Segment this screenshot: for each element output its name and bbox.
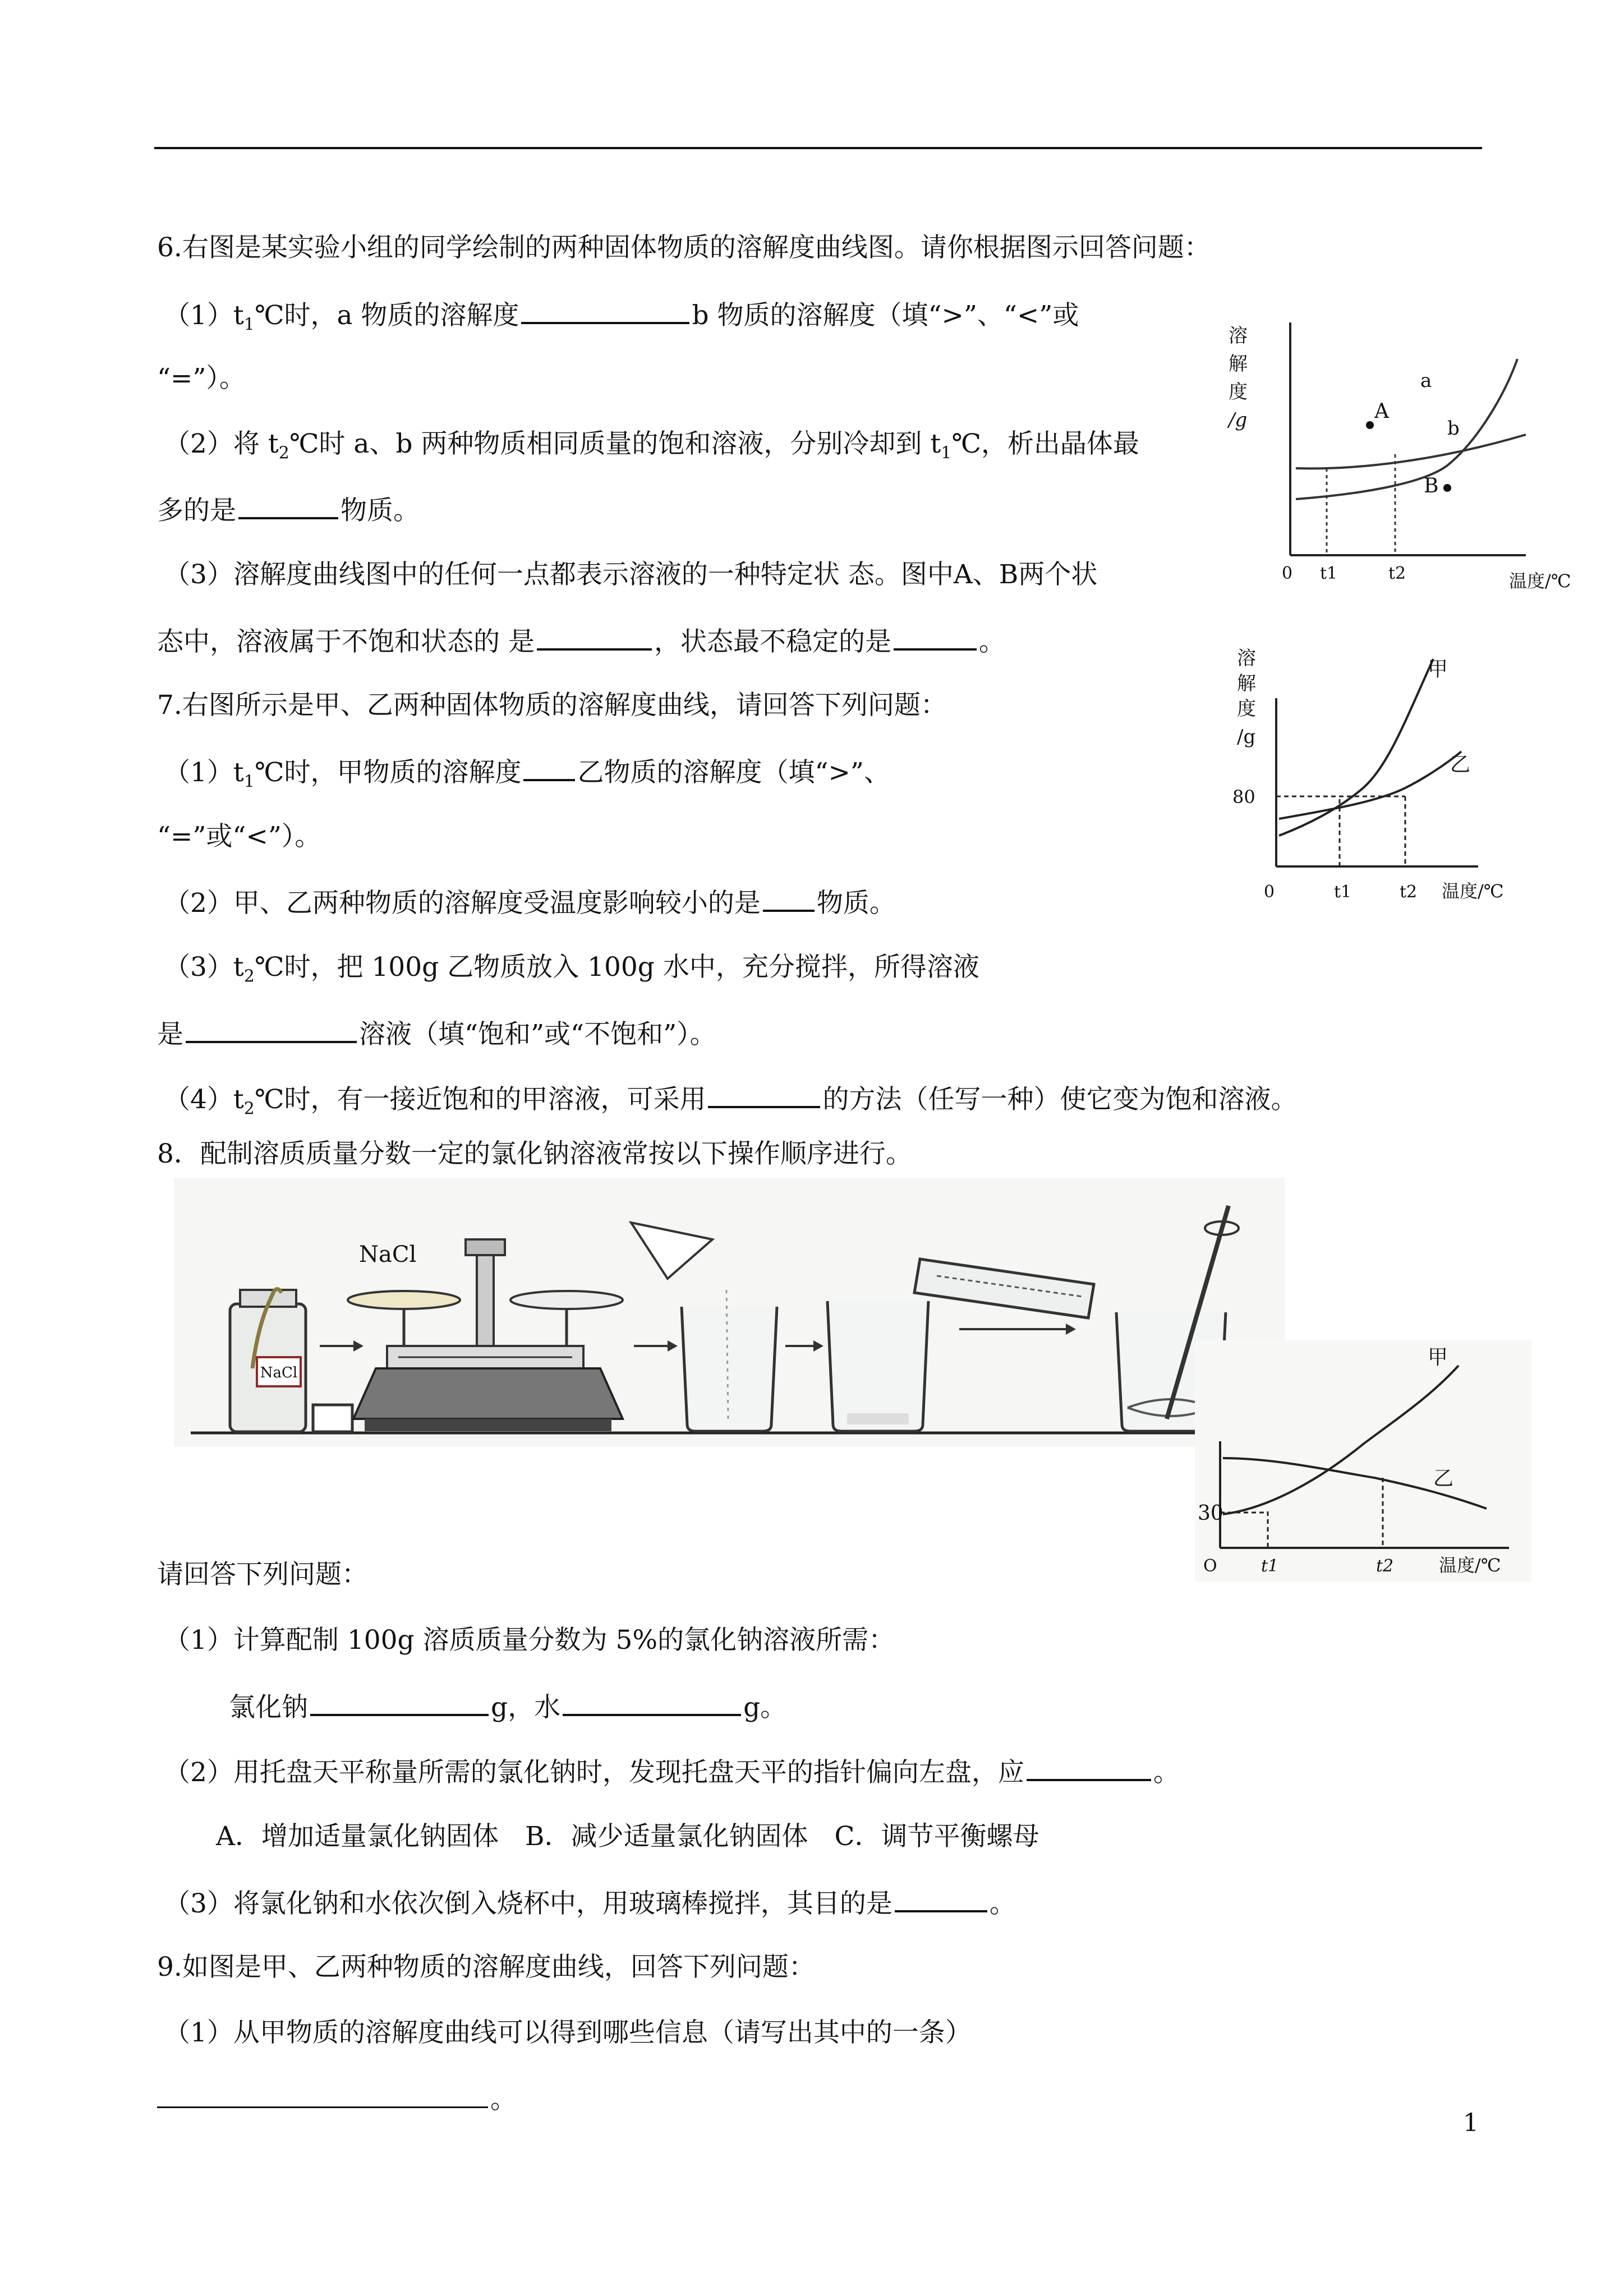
solubility-chart-q9: [1195, 1340, 1531, 1582]
svg-text:溶: 溶: [1229, 325, 1248, 347]
q7-part4: $(4)t_2℃$时，有一接近饱和的甲溶液，可采用 的方法（任写一种）使它变为饱和溶液。: [164, 1081, 1297, 1126]
bottle-label: NaCl: [260, 1364, 298, 1381]
q9-part1: （1）从甲物质的溶解度曲线可以得到哪些信息（请写出其中的一条）: [164, 2017, 972, 2048]
q7-blank2[interactable]: [763, 885, 815, 912]
chart2-origin: 0: [1264, 882, 1275, 902]
q8-blank2[interactable]: [1027, 1754, 1151, 1781]
q8-part2: （2）用托盘天平称量所需的氯化钠时，发现托盘天平的指针偏向左盘，应 。: [164, 1754, 1180, 1790]
chart2-series-jia-label: 甲: [1428, 658, 1448, 681]
solubility-chart-jia-yi: [1220, 642, 1534, 923]
chart1-series-b-label: b: [1447, 417, 1460, 440]
chart2-tick-t2: t2: [1400, 882, 1418, 902]
svg-text:/g: /g: [1229, 409, 1248, 431]
q9-part1-end: 。: [157, 2082, 517, 2117]
q8-blank-nacl[interactable]: [310, 1689, 489, 1716]
q7-part3: $(3)t_2℃$时，把 100g 乙物质放入 100g 水中，充分搅拌，所得溶液: [164, 952, 979, 986]
q6-part2: （2）将 $t_2℃$时 a、b 两种物质相同质量的饱和溶液，分别冷却到 $t_1℃$，析出晶体最: [164, 428, 1139, 463]
q6-part3-end: 态中，溶液属于不饱和状态的 是 ，状态最不稳定的是 。: [157, 624, 1005, 659]
chart3-origin: O: [1203, 1556, 1217, 1576]
chart1-series-b-line: [1296, 435, 1526, 468]
chart2-ylabel: [1237, 647, 1256, 748]
solubility-chart-ab: [1212, 314, 1571, 594]
chart2-ytick-80: 80: [1232, 786, 1255, 808]
q6-part1: $(1)t_1℃$时，a 物质的溶解度 b 物质的溶解度（填“>”、“<”或: [164, 297, 1079, 342]
q6-part3: （3）溶解度曲线图中的任何一点都表示溶液的一种特定状 态。图中A、B两个状: [164, 559, 1098, 590]
q6-part1-end: “=”）。: [157, 363, 246, 394]
q8-blank-water[interactable]: [563, 1689, 741, 1716]
chart3-ytick-30: 30: [1198, 1502, 1223, 1525]
q6-blank4[interactable]: [894, 624, 977, 651]
chart1-tick-t1: t1: [1320, 564, 1338, 583]
beaker-icon: [827, 1301, 928, 1431]
q7-blank1[interactable]: [523, 754, 575, 781]
q8-stem: 8．配制溶质质量分数一定的氯化钠溶液常按以下操作顺序进行。: [157, 1138, 912, 1169]
chart3-xlabel: 温度/℃: [1439, 1555, 1501, 1576]
q7-part1-end: “=”或“<”）。: [157, 821, 321, 852]
q7-part2: （2）甲、乙两种物质的溶解度受温度影响较小的是 物质。: [164, 885, 896, 920]
chart2-series-yi-label: 乙: [1450, 753, 1471, 776]
q7-part3-end: 是 溶液（填“饱和”或“不饱和”）。: [157, 1016, 716, 1052]
q6-blank3[interactable]: [537, 624, 652, 651]
q8-ask: 请回答下列问题：: [157, 1559, 368, 1590]
chart3-tick-t1: t1: [1261, 1556, 1279, 1576]
svg-text:度: 度: [1229, 381, 1248, 403]
q8-blank3[interactable]: [895, 1885, 987, 1912]
chart1-point-B: [1443, 484, 1451, 492]
chart1-point-B-label: B: [1424, 474, 1439, 497]
svg-text:解: 解: [1229, 353, 1248, 375]
chart1-series-a-line: [1296, 359, 1517, 499]
q6-stem: 6.右图是某实验小组的同学绘制的两种固体物质的溶解度曲线图。请你根据图示回答问题：: [157, 232, 1211, 263]
svg-text:溶: 溶: [1237, 647, 1256, 670]
q7-part1: $(1)t_1℃$时，甲物质的溶解度 乙物质的溶解度（填“>”、: [164, 754, 890, 799]
chart2-series-jia-line: [1279, 659, 1433, 836]
q6-blank1[interactable]: [521, 297, 689, 324]
page-number: 1: [1463, 2109, 1479, 2137]
chart3-series-yi-label: 乙: [1433, 1467, 1454, 1490]
chart2-series-yi-line: [1279, 751, 1461, 819]
svg-text:度: 度: [1237, 698, 1256, 720]
q7-blank3[interactable]: [186, 1016, 357, 1043]
chart3-series-jia-label: 甲: [1428, 1346, 1448, 1369]
q6-part2-end: 多的是 物质。: [157, 492, 420, 528]
chart1-xlabel: 温度/℃: [1509, 570, 1571, 592]
reagent-bottle-icon: [230, 1289, 306, 1432]
q8-part1-blanks: 氯化钠 g，水 g。: [229, 1689, 786, 1725]
chart1-series-a-label: a: [1420, 370, 1432, 392]
chart3-background: [1195, 1340, 1531, 1582]
chart1-ylabel: [1227, 325, 1248, 431]
q9-blank1[interactable]: [157, 2082, 488, 2108]
svg-text:/g: /g: [1237, 726, 1256, 748]
q7-stem: 7.右图所示是甲、乙两种固体物质的溶解度曲线，请回答下列问题：: [157, 690, 947, 721]
chart1-point-A: [1366, 421, 1374, 429]
q8-part3: （3）将氯化钠和水依次倒入烧杯中，用玻璃棒搅拌，其目的是 。: [164, 1885, 1016, 1921]
chart3-tick-t2: t2: [1376, 1556, 1394, 1576]
chart1-tick-t2: t2: [1388, 564, 1406, 583]
q9-stem: 9.如图是甲、乙两种物质的溶解度曲线，回答下列问题：: [157, 1952, 815, 1983]
q7-blank4[interactable]: [708, 1081, 820, 1108]
q8-options: A．增加适量氯化钠固体 B．减少适量氯化钠固体 C．调节平衡螺母: [216, 1821, 1039, 1852]
chart2-tick-t1: t1: [1334, 882, 1352, 902]
chart1-point-A-label: A: [1374, 400, 1389, 423]
nacl-label: NaCl: [359, 1242, 417, 1267]
weights-box-icon: [313, 1405, 352, 1432]
header-rule: [154, 147, 1482, 149]
q6-blank2[interactable]: [238, 492, 338, 519]
chart2-xlabel: 温度/℃: [1442, 880, 1504, 902]
solution-prep-figure: [174, 1178, 1285, 1447]
q8-part1: （1）计算配制 100g 溶质质量分数为 5%的氯化钠溶液所需：: [164, 1625, 895, 1656]
svg-text:解: 解: [1237, 672, 1256, 695]
chart1-origin: 0: [1282, 564, 1293, 583]
